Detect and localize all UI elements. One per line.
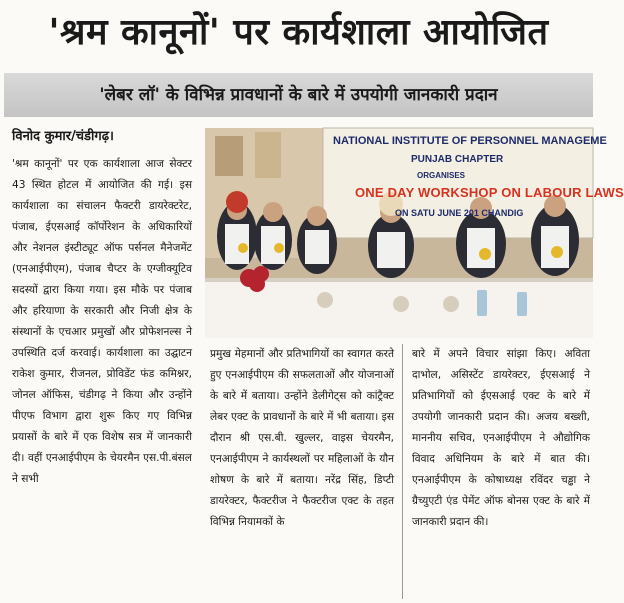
byline: विनोद कुमार/चंडीगढ़। (12, 129, 114, 144)
column-divider (402, 344, 403, 599)
article-column-2: प्रमुख मेहमानों और प्रतिभागियों का स्वागत करते हुए एनआईपीएम की सफलताओं और योजनाओं के बारे में बताया। उन्होंने डेलीगेट्स को कांट्रैक्ट लेबर एक्ट के प्रावधानों के बारे में भी बताया। इस दौरान श्री एस.बी. खुल्लर, वाइस चेयरमैन, एनआईपीएम ने कार्यस्थलों पर महिलाओं के यौन शोषण के बारे में बताया। नरेंद्र सिंह, डिप्टी डायरेक्टर, फैक्टरीज ने फैक्टरीज एक्ट के तहत विभिन्न नियामकों के (210, 348, 394, 528)
banner-chapter: PUNJAB CHAPTER (411, 154, 504, 165)
banner-institute-name: NATIONAL INSTITUTE OF PERSONNEL MANAGEME (333, 135, 607, 147)
article-headline: 'श्रम कानूनों' पर कार्यशाला आयोजित (48, 12, 549, 53)
event-photo (205, 128, 624, 338)
banner-date-venue: ON SATU JUNE 201 CHANDIG (395, 208, 524, 218)
article-column-3: बारे में अपने विचार सांझा किए। अविता दाभोल, असिस्टेंट डायरेक्टर, ईएसआई ने प्रतिभागियों को ईएसआई एक्ट के बारे में उपयोगी जानकारी प्रदान की। अजय बख्शी, माननीय सचिव, एनआईपीएम ने औद्योगिक विवाद अधिनियम के बारे में बात की। एनआईपीएम के कोषाध्यक्ष रविंदर चड्ढा ने ग्रैच्युएटी एंड पेमेंट ऑफ बोनस एक्ट के बारे में जानकारी प्रदान की। (412, 348, 590, 528)
photo-illustration (205, 128, 593, 338)
article-subheadline: 'लेबर लॉ' के विभिन्न प्रावधानों के बारे में उपयोगी जानकारी प्रदान (4, 73, 593, 117)
banner-workshop-title: ONE DAY WORKSHOP ON LABOUR LAWS (355, 185, 624, 200)
banner-organises: ORGANISES (417, 171, 466, 180)
article-column-1: 'श्रम कानूनों' पर एक कार्यशाला आज सेक्टर 43 स्थित होटल में आयोजित की गई। इस कार्यशाला का संचालन फैक्टरी डायरेक्टरेट, पंजाब, ईएसआई कॉर्पोरेशन के अधिकारियों और नेशनल इंस्टीट्यूट ऑफ पर्सनल मैनेजमेंट (एनआईपीएम), पंजाब चैप्टर के एग्जीक्यूटिव सदस्यों द्वारा किया गया। इस मौके पर पंजाब और हरियाणा के सरकारी और निजी क्षेत्र के संस्थानों के एचआर प्रमुखों और प्रोफेशनल्स ने उपस्थिति दर्ज करवाई। कार्यशाला का उद्घाटन राकेश कुमार, रीजनल, प्रोविडेंट फंड कमिश्नर, जोनल ऑफिस, चंडीगढ़ ने किया और उन्होंने पीएफ विभाग द्वारा शुरू किए गए विभिन्न प्रयासों के बारे में एक विशेष सत्र में जानकारी दी। वहीं एनआईपीएम के चेयरमैन एस.पी.बंसल ने सभी (12, 158, 192, 485)
